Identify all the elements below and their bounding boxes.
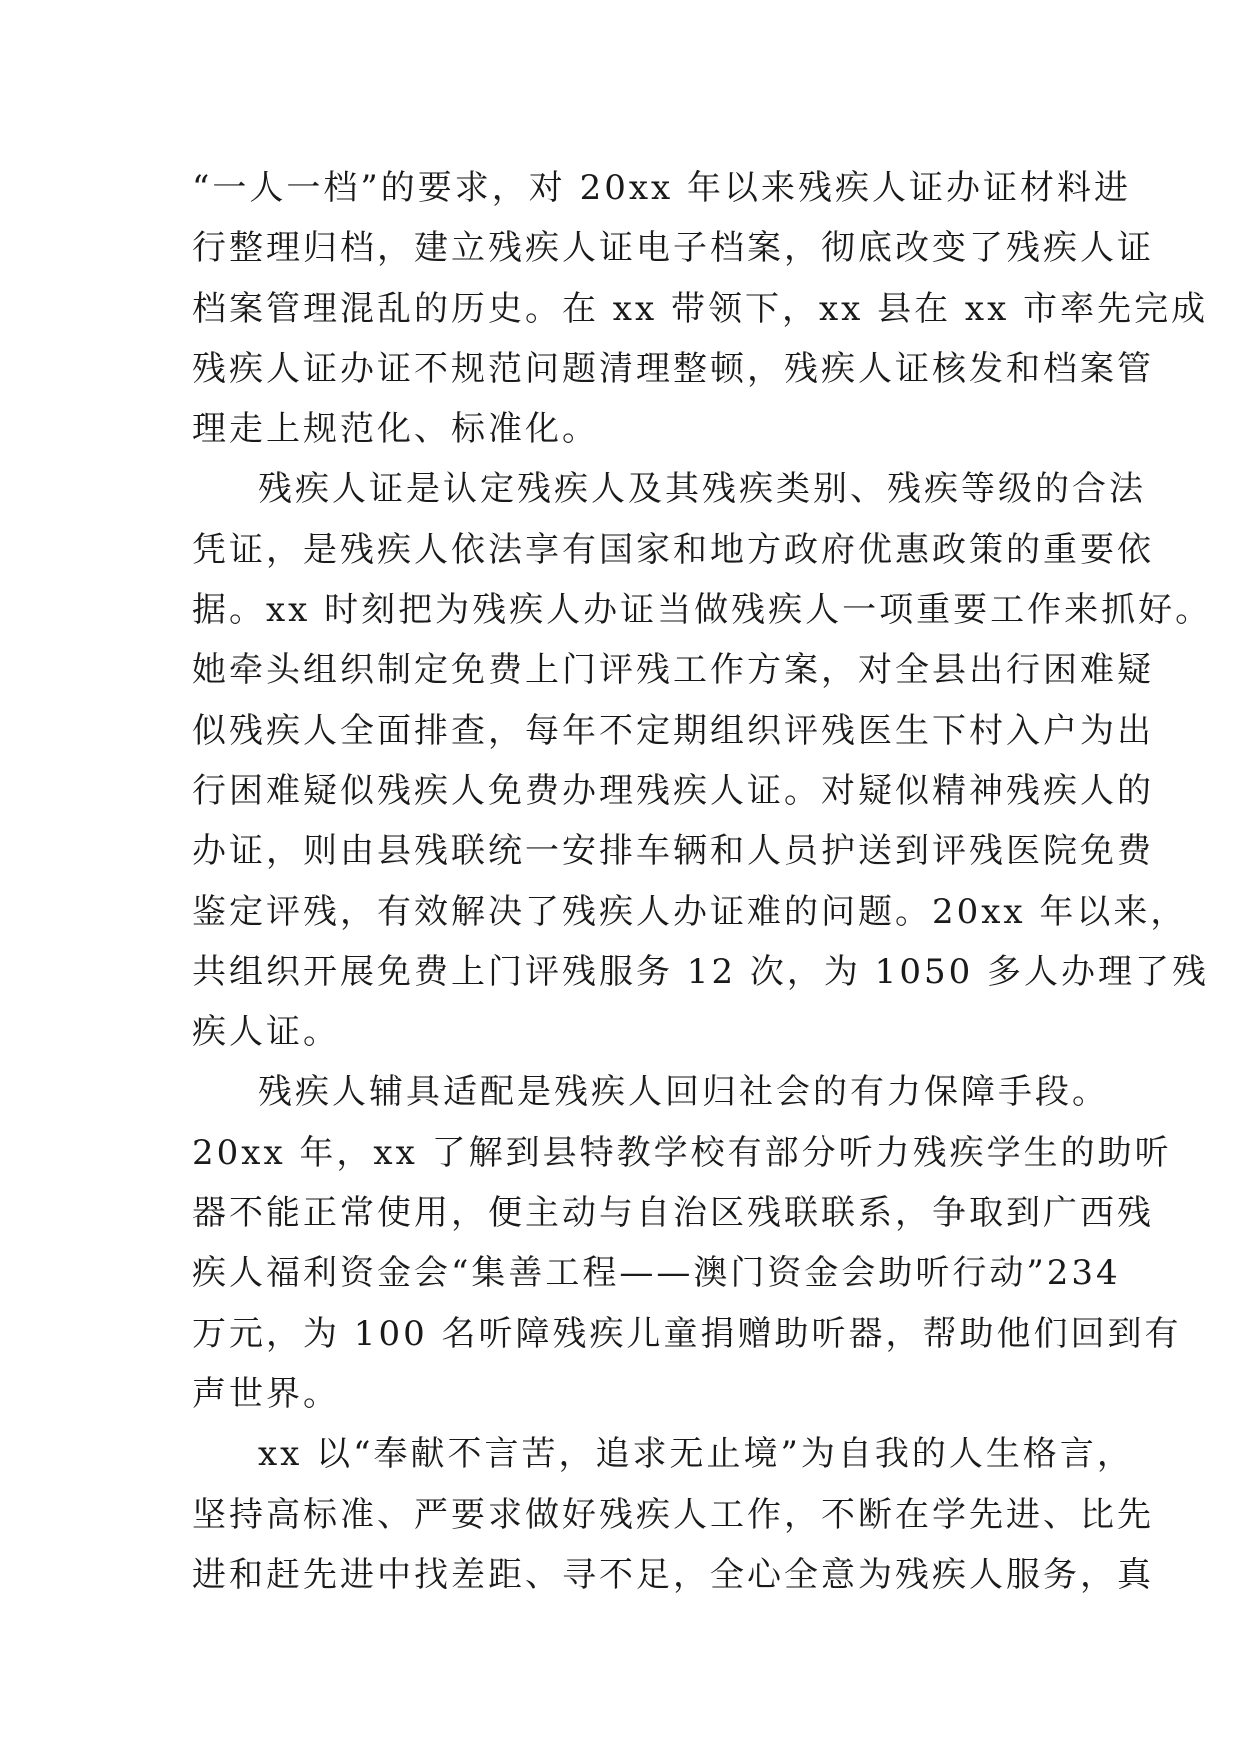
text-line: 办证，则由县残联统一安排车辆和人员护送到评残医院免费	[192, 831, 1154, 872]
text-line: 行整理归档，建立残疾人证电子档案，彻底改变了残疾人证	[192, 228, 1154, 269]
text-line: 疾人福利资金会“集善工程——澳门资金会助听行动”234	[192, 1253, 1121, 1294]
text-line: 理走上规范化、标准化。	[192, 409, 599, 450]
text-line: 据。xx 时刻把为残疾人办证当做残疾人一项重要工作来抓好。	[192, 590, 1213, 631]
paragraph-first-line: xx 以“奉献不言苦，追求无止境”为自我的人生格言，	[258, 1434, 1134, 1475]
text-line: 凭证，是残疾人依法享有国家和地方政府优惠政策的重要依	[192, 529, 1154, 570]
text-line: “一人一档”的要求，对 20xx 年以来残疾人证办证材料进	[192, 168, 1131, 208]
text-line: 疾人证。	[192, 1012, 340, 1053]
text-line: 20xx 年，xx 了解到县特教学校有部分听力残疾学生的助听	[192, 1132, 1172, 1173]
text-line: 共组织开展免费上门评残服务 12 次，为 1050 多人办理了残	[192, 951, 1210, 992]
text-line: 鉴定评残，有效解决了残疾人办证难的问题。20xx 年以来，	[192, 891, 1188, 932]
text-line: 万元，为 100 名听障残疾儿童捐赠助听器，帮助他们回到有	[192, 1313, 1182, 1354]
text-line: 行困难疑似残疾人免费办理残疾人证。对疑似精神残疾人的	[192, 770, 1154, 811]
text-line: 她牵头组织制定免费上门评残工作方案，对全县出行困难疑	[192, 650, 1154, 691]
text-line: 坚持高标准、严要求做好残疾人工作，不断在学先进、比先	[192, 1494, 1154, 1535]
paragraph-first-line: 残疾人证是认定残疾人及其残疾类别、残疾等级的合法	[258, 469, 1146, 510]
text-line: 档案管理混乱的历史。在 xx 带领下，xx 县在 xx 市率先完成	[192, 288, 1209, 329]
text-line: 似残疾人全面排查，每年不定期组织评残医生下村入户为出	[192, 710, 1154, 751]
text-line: 进和赶先进中找差距、寻不足，全心全意为残疾人服务，真	[192, 1554, 1154, 1595]
document-body	[192, 158, 1213, 1605]
text-line: 残疾人证办证不规范问题清理整顿，残疾人证核发和档案管	[192, 348, 1154, 389]
text-line: 器不能正常使用，便主动与自治区残联联系，争取到广西残	[192, 1193, 1154, 1234]
text-line: 声世界。	[192, 1373, 340, 1414]
paragraph-first-line: 残疾人辅具适配是残疾人回归社会的有力保障手段。	[258, 1072, 1109, 1113]
